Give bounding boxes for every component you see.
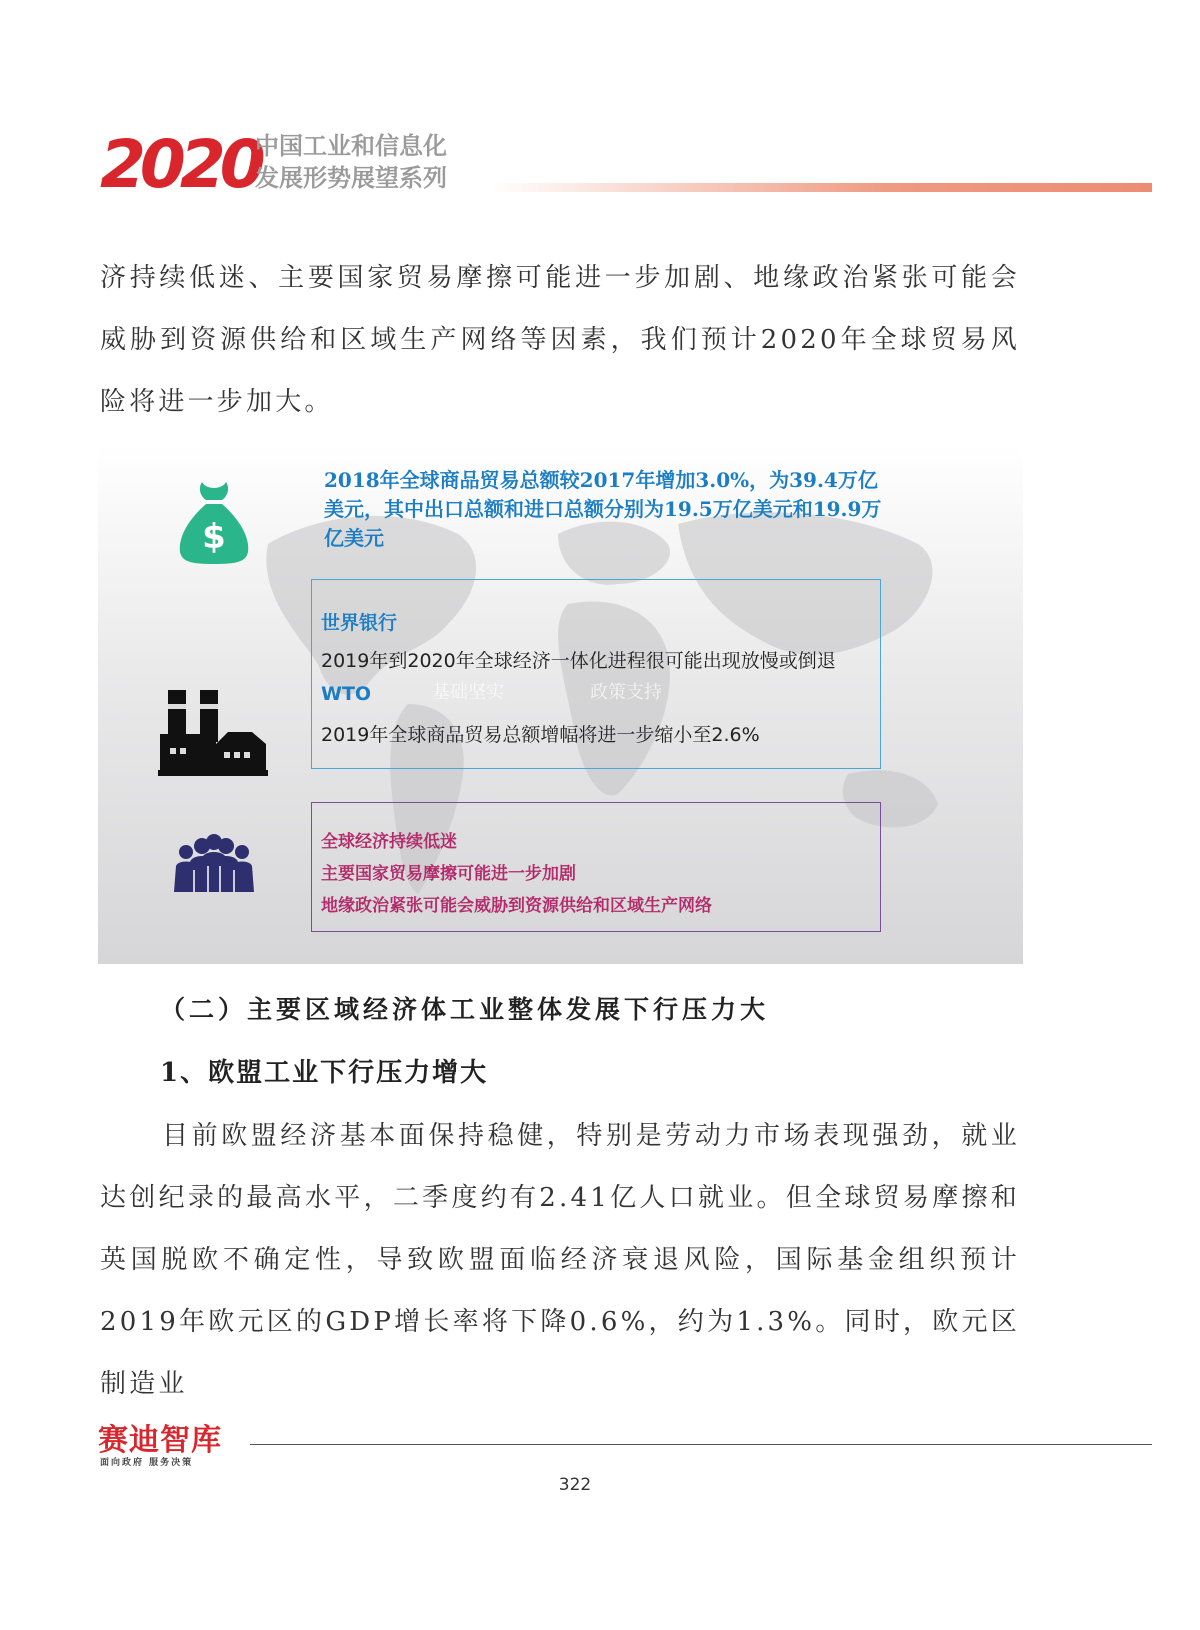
page-number: 322 [558, 1475, 592, 1495]
world-bank-forecast: 2019年到2020年全球经济一体化进程很可能出现放慢或倒退 [321, 650, 836, 672]
section-heading: （二）主要区域经济体工业整体发展下行压力大 [160, 995, 770, 1024]
trade-infographic [98, 444, 1023, 964]
header-title-line2: 发展形势展望系列 [255, 164, 447, 192]
footer-divider [250, 1444, 1152, 1445]
risk-item: 地缘政治紧张可能会威胁到资源供给和区域生产网络 [321, 896, 712, 916]
risk-item: 主要国家贸易摩擦可能进一步加剧 [321, 864, 576, 884]
intro-paragraph: 济持续低迷、主要国家贸易摩擦可能进一步加剧、地缘政治紧张可能会威胁到资源供给和区域生产网络等因素，我们预计2020年全球贸易风险将进一步加大。 [100, 263, 1020, 417]
header-logo-year: 2020 [100, 126, 260, 203]
footer-slogan: 面向政府 服务决策 [100, 1458, 194, 1468]
world-bank-heading: 世界银行 [321, 612, 398, 634]
svg-text:$: $ [202, 517, 226, 557]
money-bag-icon [176, 478, 252, 566]
risk-factors-box [311, 802, 881, 932]
forecast-box [311, 579, 881, 769]
factory-icon [158, 684, 268, 776]
subsection-heading: 1、欧盟工业下行压力增大 [160, 1058, 489, 1088]
people-group-icon [172, 834, 256, 892]
eu-paragraph: 目前欧盟经济基本面保持稳健，特别是劳动力市场表现强劲，就业达创纪录的最高水平，二季度约有2.41亿人口就业。但全球贸易摩擦和英国脱欧不确定性，导致欧盟面临经济衰退风险，国际基金组织预计2019年欧元区的GDP增长率将下降0.6%，约为1.3%。同时，欧元区制造业 [100, 1121, 1020, 1399]
header-accent-bar [490, 183, 1152, 192]
footer-logo: 赛迪智库 [98, 1423, 222, 1458]
header-title [255, 130, 447, 194]
trade-summary-text: 2018年全球商品贸易总额较2017年增加3.0%，为39.4万亿美元，其中出口总额和进口总额分别为19.5万亿美元和19.9万亿美元 [324, 468, 882, 550]
wto-heading: WTO [321, 683, 372, 705]
watermark-text-2: 政策支持 [590, 682, 662, 703]
risk-item: 全球经济持续低迷 [321, 832, 457, 852]
header-title-line1: 中国工业和信息化 [255, 132, 447, 160]
page-header [100, 126, 1200, 210]
watermark-text-1: 基础坚实 [432, 682, 504, 703]
wto-forecast: 2019年全球商品贸易总额增幅将进一步缩小至2.6% [321, 724, 760, 746]
